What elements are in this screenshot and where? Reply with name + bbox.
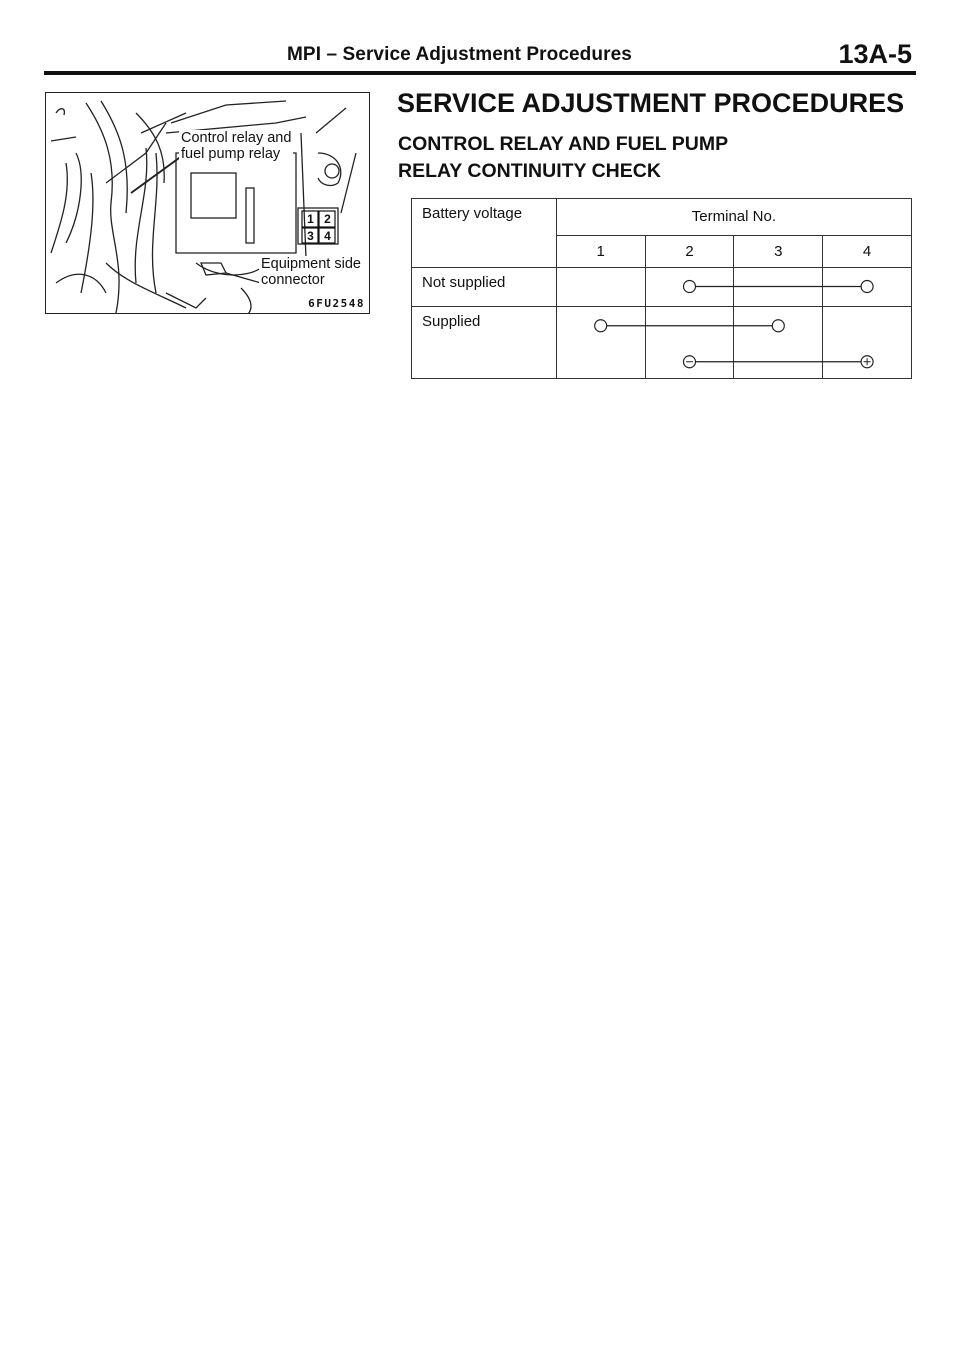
continuity-table [411, 198, 912, 379]
connector-pin-3: 3 [307, 229, 314, 243]
terminal-1: 1 [556, 235, 645, 267]
table-row [412, 306, 912, 346]
connector-pin-4: 4 [324, 229, 331, 243]
page-number: 13A-5 [838, 39, 912, 69]
terminal-3: 3 [734, 235, 823, 267]
connector-pin-1: 1 [307, 212, 314, 226]
relay-location-figure [45, 92, 370, 314]
table-row [412, 267, 912, 306]
battery-voltage-header: Battery voltage [412, 199, 557, 236]
figure-code: 6FU2548 [308, 297, 365, 310]
row-label-supplied: Supplied [412, 306, 557, 346]
terminal-2: 2 [645, 235, 734, 267]
terminal-4: 4 [823, 235, 912, 267]
terminal-header: Terminal No. [556, 199, 911, 236]
row-label-not-supplied: Not supplied [412, 267, 557, 306]
header-title: MPI – Service Adjustment Procedures [287, 44, 632, 65]
label-relay: Control relay and fuel pump relay [181, 130, 292, 162]
subsection-title: CONTROL RELAY AND FUEL PUMP RELAY CONTINUITY CHECK [398, 133, 729, 182]
header-rule [44, 71, 916, 75]
section-title: SERVICE ADJUSTMENT PROCEDURES [397, 88, 905, 118]
connector-pin-2: 2 [324, 212, 331, 226]
label-connector: Equipment side connector [261, 256, 361, 288]
